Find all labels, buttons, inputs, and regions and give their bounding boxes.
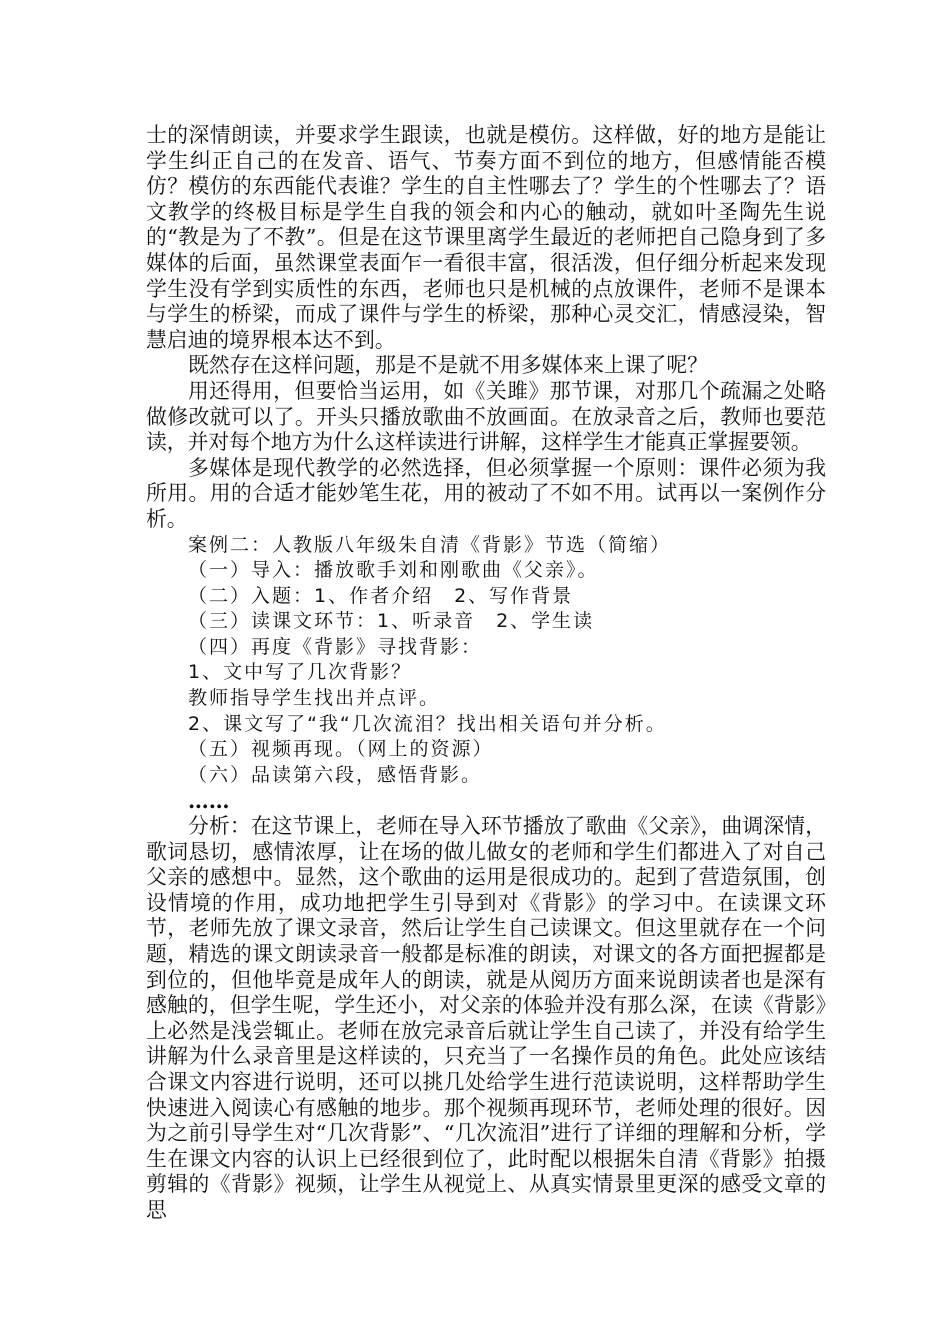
case-step-appreciate: （六）品读第六段，感悟背影。 bbox=[188, 763, 483, 786]
case-step-reading: （三）读课文环节：1、听录音 2、学生读 bbox=[188, 610, 595, 633]
paragraph-usage: 用还得用，但要恰当运用，如《关雎》那节课，对那几个疏漏之处略做修改就可以了。开头只播放歌曲不放画面。在放录音之后，教师也要范读，并对每个地方为什么这样读进行讲解，这样学生才能真正掌握要领。 bbox=[146, 378, 826, 455]
paragraph-principle: 多媒体是现代教学的必然选择，但必须掌握一个原则：课件必须为我所用。用的合适才能妙笔生花，用的被动了不如不用。试再以一案例作分析。 bbox=[146, 455, 826, 531]
paragraph-continued: 士的深情朗读，并要求学生跟读，也就是模仿。这样做，好的地方是能让学生纠正自己的在发音、语气、节奏方面不到位的地方，但感情能否模仿？模仿的东西能代表谁？学生的自主性哪去了？学生的个性哪去了？语文教学的终极目标是学生自我的领会和内心的触动，就如叶圣陶先生说的“教是为了不教”。但是在这节课里离学生最近的老师把自己隐身到了多媒体的后面，虽然课堂表面乍一看很丰富，很活泼，但仔细分析起来发现学生没有学到实质性的东西，老师也只是机械的点放课件，老师不是课本与学生的桥梁，而成了课件与学生的桥梁，那种心灵交汇，情感浸染，智慧启迪的境界根本达不到。 bbox=[146, 123, 826, 352]
ellipsis: …… bbox=[188, 788, 230, 814]
case-step-search: （四）再度《背影》寻找背影： bbox=[188, 635, 483, 658]
case-teacher-note: 教师指导学生找出并点评。 bbox=[188, 687, 441, 710]
case-question-1: 1、文中写了几次背影？ bbox=[188, 661, 413, 684]
case-step-topic: （二）入题：1、作者介绍 2、写作背景 bbox=[188, 584, 574, 607]
case-step-intro: （一）导入：播放歌手刘和刚歌曲《父亲》。 bbox=[188, 559, 599, 582]
paragraph-question: 既然存在这样问题，那是不是就不用多媒体来上课了呢？ bbox=[188, 353, 708, 378]
document-body bbox=[146, 123, 826, 1224]
case-step-video: （五）视频再现。（网上的资源） bbox=[188, 738, 494, 761]
case-title: 案例二：人教版八年级朱自清《背影》节选（简缩） bbox=[188, 533, 672, 556]
paragraph-analysis: 分析：在这节课上，老师在导入环节播放了歌曲《父亲》，曲调深情，歌词恳切，感情浓厚，让在场的做儿做女的老师和学生们都进入了对自己父亲的感想中。显然，这个歌曲的运用是很成功的。起到了营造氛围，创设情境的作用，成功地把学生引导到对《背影》的学习中。在读课文环节，老师先放了课文录音，然后让学生自己读课文。但这里就存在一个问题，精选的课文朗读录音一般都是标准的朗读，对课文的各方面把握都是到位的，但他毕竟是成年人的朗读，就是从阅历方面来说朗读者也是深有感触的，但学生呢，学生还小，对父亲的体验并没有那么深，在读《背影》上必然是浅尝辄止。老师在放完录音后就让学生自己读了，并没有给学生讲解为什么录音里是这样读的，只充当了一名操作员的角色。此处应该结合课文内容进行说明，还可以挑几处给学生进行范读说明，这样帮助学生快速进入阅读心有感触的地步。那个视频再现环节，老师处理的很好。因为之前引导学生对“几次背影”、“几次流泪”进行了详细的理解和分析，学生在课文内容的认识上已经很到位了，此时配以根据朱自清《背影》拍摄剪辑的《背影》视频，让学生从视觉上、从真实情景里更深的感受文章的思 bbox=[146, 814, 826, 1222]
case-question-2: 2、课文写了“我“几次流泪？找出相关语句并分析。 bbox=[188, 712, 667, 735]
